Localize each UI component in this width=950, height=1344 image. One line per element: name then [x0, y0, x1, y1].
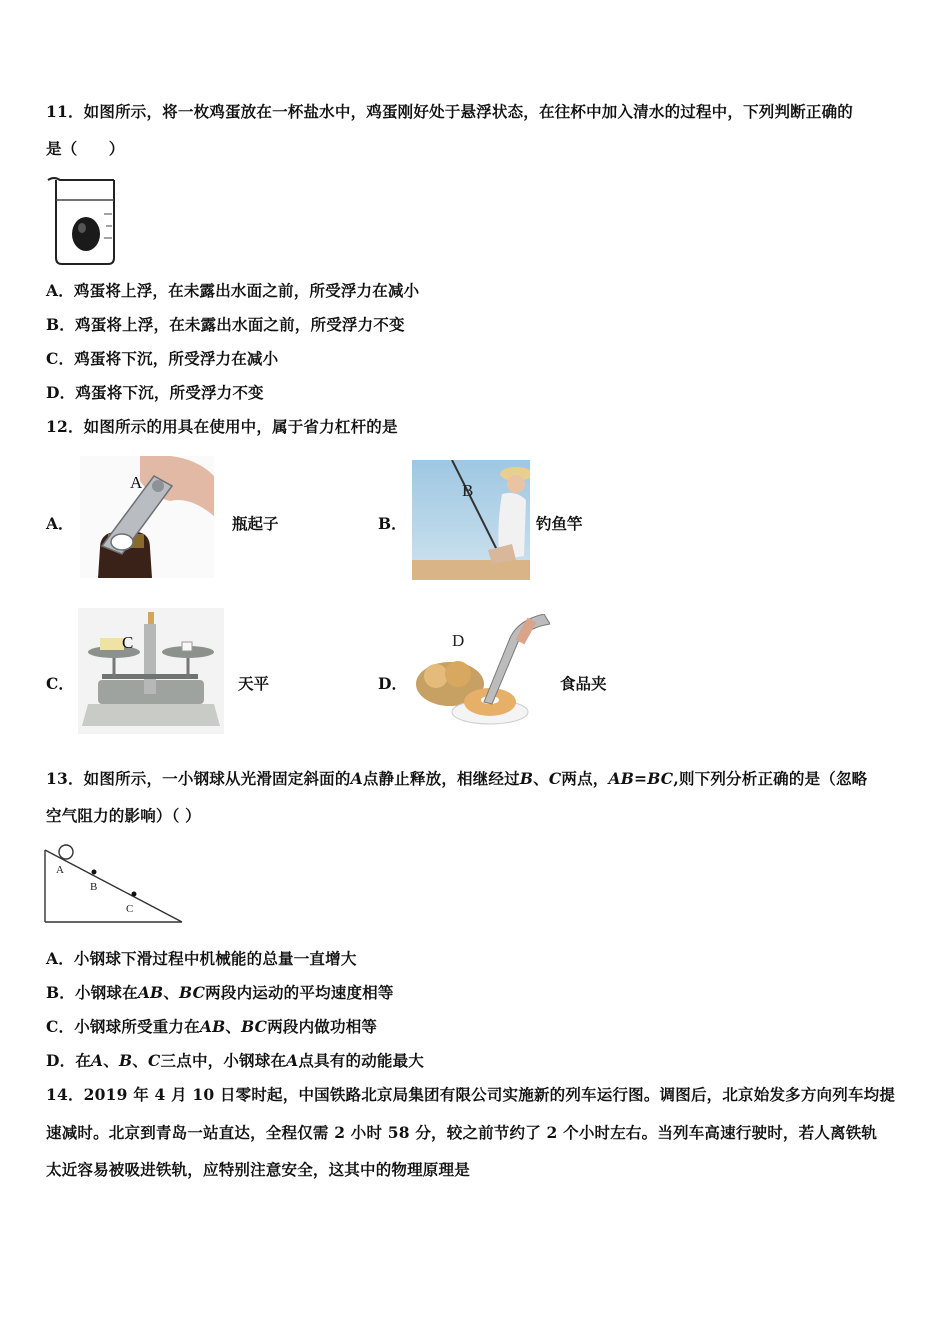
beaker-egg-figure [44, 174, 122, 268]
q11-stem-line1: 11．如图所示，将一枚鸡蛋放在一杯盐水中，鸡蛋刚好处于悬浮状态，在往杯中加入清水的过程中，下列判断正确的 [46, 102, 853, 121]
incline-diagram [44, 842, 186, 926]
q13-option-d: D．在A、B、C三点中，小钢球在A点具有的动能最大 [46, 1051, 424, 1070]
q14-line2: 速减时。北京到青岛一站直达，全程仅需 2 小时 58 分，较之前节约了 2 个小时左右。当列车高速行驶时，若人离铁轨 [46, 1123, 878, 1142]
balance-scale-image [78, 608, 224, 734]
incline-label-c: C [126, 903, 134, 915]
bottle-opener-image [80, 456, 214, 578]
q12-stem: 12．如图所示的用具在使用中，属于省力杠杆的是 [46, 417, 398, 436]
q12-label-a: A． [46, 514, 74, 533]
q11-option-b: B．鸡蛋将上浮，在未露出水面之前，所受浮力不变 [46, 315, 405, 334]
fishing-rod-letter: B [462, 481, 474, 500]
q13-option-c: C．小钢球所受重力在AB、BC两段内做功相等 [46, 1017, 378, 1036]
balance-scale-letter: C [122, 633, 134, 652]
incline-label-a: A [56, 864, 64, 876]
q13-stem-line1: 13．如图所示，一小钢球从光滑固定斜面的A点静止释放，相继经过B、C两点，AB=BC,则下列分析正确的是（忽略 [46, 769, 868, 788]
food-tongs-letter: D [452, 631, 465, 650]
q14-line3: 太近容易被吸进铁轨，应特别注意安全，这其中的物理原理是 [46, 1160, 470, 1179]
q13-stem-line2: 空气阻力的影响）（ ） [46, 806, 201, 825]
q13-option-b: B．小钢球在AB、BC两段内运动的平均速度相等 [46, 983, 394, 1002]
q14-line1: 14．2019 年 4 月 10 日零时起，中国铁路北京局集团有限公司实施新的列车运行图。调图后，北京始发多方向列车均提 [46, 1085, 896, 1104]
bottle-opener-letter: A [130, 473, 143, 492]
q13-option-a: A．小钢球下滑过程中机械能的总量一直增大 [46, 949, 357, 968]
q12-caption-c: 天平 [238, 674, 270, 693]
q11-option-d: D．鸡蛋将下沉，所受浮力不变 [46, 383, 264, 402]
q12-caption-a: 瓶起子 [232, 514, 279, 533]
food-tongs-image [414, 614, 550, 730]
q11-stem-line2: 是（ ） [46, 139, 125, 158]
q11-option-a: A．鸡蛋将上浮，在未露出水面之前，所受浮力在减小 [46, 281, 420, 300]
q12-caption-b: 钓鱼竿 [536, 514, 583, 533]
q12-caption-d: 食品夹 [560, 674, 607, 693]
fishing-rod-image [412, 460, 530, 580]
incline-label-b: B [90, 881, 98, 893]
q12-label-c: C． [46, 674, 74, 693]
q12-label-b: B． [378, 514, 407, 533]
q12-label-d: D． [378, 674, 407, 693]
q11-option-c: C．鸡蛋将下沉，所受浮力在减小 [46, 349, 279, 368]
